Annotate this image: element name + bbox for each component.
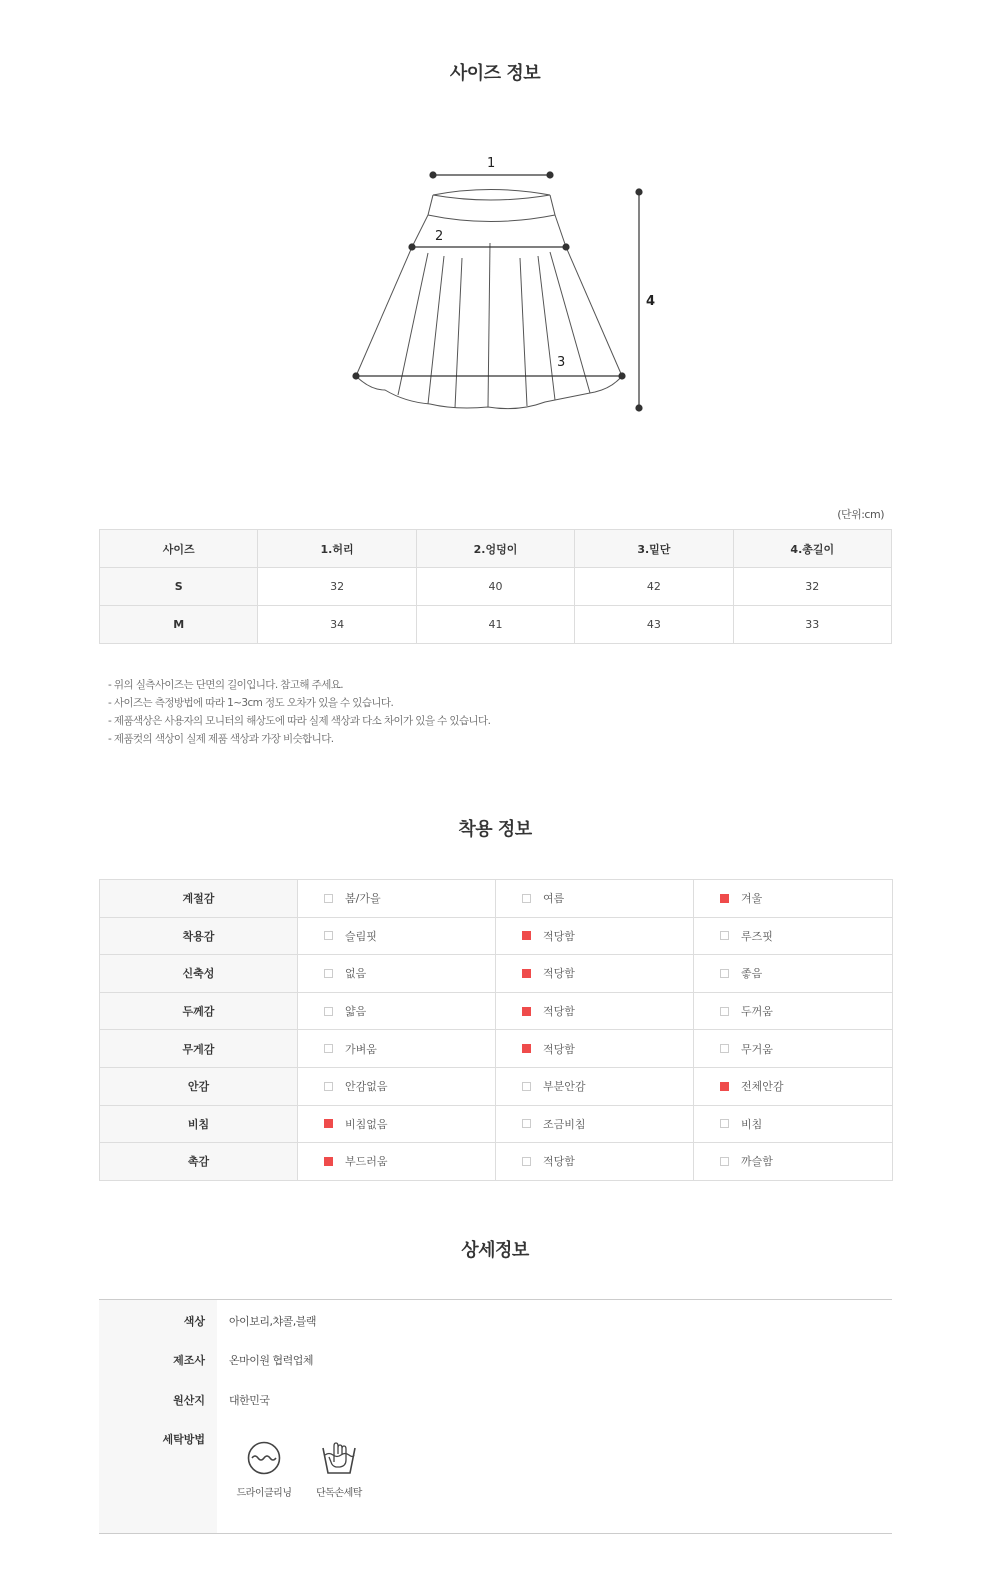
fit-row bbox=[100, 1067, 893, 1105]
fit-option bbox=[298, 1143, 496, 1181]
fit-row-label: 신축성 bbox=[100, 955, 298, 993]
fit-option-label: 겨울 bbox=[741, 892, 763, 906]
size-notes bbox=[108, 676, 490, 748]
maker-label: 제조사 bbox=[173, 1354, 205, 1367]
unchecked-box-icon bbox=[720, 1119, 729, 1128]
color-value: 아이보리,챠콜,블랙 bbox=[229, 1315, 317, 1328]
diagram-label-3: 3 bbox=[557, 355, 566, 370]
unchecked-box-icon bbox=[720, 931, 729, 940]
detail-row-origin bbox=[99, 1392, 892, 1412]
wash-method-dry-clean bbox=[229, 1440, 299, 1499]
fit-option bbox=[298, 880, 496, 918]
fit-option bbox=[694, 1030, 893, 1068]
fit-option bbox=[694, 880, 893, 918]
unchecked-box-icon bbox=[522, 894, 531, 903]
fit-option bbox=[298, 1105, 496, 1143]
fit-option-label: 여름 bbox=[543, 892, 565, 906]
fit-option-label: 부분안감 bbox=[543, 1080, 586, 1094]
fit-row-label: 두께감 bbox=[100, 992, 298, 1030]
fit-option bbox=[496, 1105, 694, 1143]
fit-option bbox=[496, 955, 694, 993]
note-item: - 제품컷의 색상이 실제 제품 색상과 가장 비슷합니다. bbox=[108, 733, 334, 745]
fit-row-label: 착용감 bbox=[100, 917, 298, 955]
fit-option bbox=[694, 1067, 893, 1105]
fit-row bbox=[100, 1030, 893, 1068]
checked-box-icon bbox=[522, 931, 531, 940]
value-cell: 43 bbox=[575, 606, 733, 644]
fit-option-label: 봄/가을 bbox=[345, 892, 381, 906]
value-cell: 40 bbox=[416, 568, 574, 606]
fit-option bbox=[298, 955, 496, 993]
unchecked-box-icon bbox=[522, 1082, 531, 1091]
fit-option-label: 적당함 bbox=[543, 967, 575, 981]
detail-label-column bbox=[99, 1300, 217, 1533]
fit-option-label: 루즈핏 bbox=[741, 929, 773, 943]
checked-box-icon bbox=[522, 1007, 531, 1016]
value-cell: 34 bbox=[258, 606, 416, 644]
fit-option-label: 비침없음 bbox=[345, 1117, 388, 1131]
fit-option-label: 부드러움 bbox=[345, 1155, 388, 1169]
checked-box-icon bbox=[720, 894, 729, 903]
wash-method-hand-wash bbox=[304, 1440, 374, 1499]
detail-row-wash bbox=[99, 1431, 892, 1451]
wash-label: 세탁방법 bbox=[162, 1433, 205, 1446]
unchecked-box-icon bbox=[720, 1044, 729, 1053]
header-cell: 3.밑단 bbox=[575, 530, 733, 568]
fit-option bbox=[298, 1067, 496, 1105]
fit-info-title: 착용 정보 bbox=[458, 819, 532, 840]
size-table-header bbox=[100, 530, 892, 568]
header-cell: 1.허리 bbox=[258, 530, 416, 568]
fit-option-label: 조금비침 bbox=[543, 1117, 586, 1131]
fit-option-label: 슬림핏 bbox=[345, 929, 377, 943]
unchecked-box-icon bbox=[522, 1119, 531, 1128]
table-row bbox=[100, 568, 892, 606]
fit-option-label: 가벼움 bbox=[345, 1042, 377, 1056]
checked-box-icon bbox=[522, 969, 531, 978]
checked-box-icon bbox=[720, 1082, 729, 1091]
checked-box-icon bbox=[522, 1044, 531, 1053]
size-info-title: 사이즈 정보 bbox=[449, 63, 541, 84]
diagram-label-1: 1 bbox=[487, 156, 496, 171]
origin-label: 원산지 bbox=[173, 1394, 205, 1407]
fit-option bbox=[496, 992, 694, 1030]
detail-info-panel bbox=[99, 1299, 892, 1534]
checked-box-icon bbox=[324, 1157, 333, 1166]
value-cell: 42 bbox=[575, 568, 733, 606]
unchecked-box-icon bbox=[324, 894, 333, 903]
unit-label: (단위:cm) bbox=[837, 508, 884, 521]
fit-row bbox=[100, 992, 893, 1030]
maker-value: 온마이원 협력업체 bbox=[229, 1354, 314, 1367]
fit-option bbox=[298, 1030, 496, 1068]
fit-option-label: 두꺼움 bbox=[741, 1005, 773, 1019]
skirt-measurement-diagram bbox=[340, 150, 670, 430]
wash-method-label: 단독손세탁 bbox=[316, 1488, 362, 1499]
value-cell: 32 bbox=[733, 568, 891, 606]
unchecked-box-icon bbox=[324, 1007, 333, 1016]
fit-option bbox=[694, 1143, 893, 1181]
checked-box-icon bbox=[324, 1119, 333, 1128]
header-cell: 2.엉덩이 bbox=[416, 530, 574, 568]
fit-option bbox=[694, 917, 893, 955]
fit-row-label: 계절감 bbox=[100, 880, 298, 918]
fit-option bbox=[496, 1067, 694, 1105]
fit-option-label: 좋음 bbox=[741, 967, 763, 981]
fit-option bbox=[694, 1105, 893, 1143]
fit-row bbox=[100, 880, 893, 918]
note-item: - 위의 실측사이즈는 단면의 길이입니다. 참고해 주세요. bbox=[108, 679, 344, 691]
unchecked-box-icon bbox=[324, 969, 333, 978]
origin-value: 대한민국 bbox=[229, 1394, 270, 1407]
fit-option-label: 비침 bbox=[741, 1117, 763, 1131]
fit-option-label: 적당함 bbox=[543, 1005, 575, 1019]
fit-row-label: 비침 bbox=[100, 1105, 298, 1143]
fit-option bbox=[298, 992, 496, 1030]
unchecked-box-icon bbox=[324, 1082, 333, 1091]
fit-row bbox=[100, 917, 893, 955]
size-table bbox=[99, 529, 892, 644]
fit-option-label: 무거움 bbox=[741, 1042, 773, 1056]
fit-row bbox=[100, 1143, 893, 1181]
fit-option bbox=[496, 917, 694, 955]
detail-row-color bbox=[99, 1313, 892, 1333]
diagram-label-2: 2 bbox=[435, 229, 444, 244]
detail-row-maker bbox=[99, 1352, 892, 1372]
color-label: 색상 bbox=[183, 1315, 205, 1328]
unchecked-box-icon bbox=[324, 1044, 333, 1053]
fit-option bbox=[496, 1143, 694, 1181]
diagram-label-4: 4 bbox=[646, 294, 656, 309]
header-cell: 4.총길이 bbox=[733, 530, 891, 568]
fit-option bbox=[298, 917, 496, 955]
fit-option bbox=[496, 880, 694, 918]
value-cell: 32 bbox=[258, 568, 416, 606]
dry-clean-icon bbox=[246, 1440, 282, 1476]
note-item: - 제품색상은 사용자의 모니터의 해상도에 따라 실제 색상과 다소 차이가 있을 수 있습니다. bbox=[108, 715, 491, 727]
header-cell: 사이즈 bbox=[100, 530, 258, 568]
unchecked-box-icon bbox=[720, 1007, 729, 1016]
unchecked-box-icon bbox=[720, 969, 729, 978]
detail-info-title: 상세정보 bbox=[461, 1240, 529, 1261]
fit-row-label: 촉감 bbox=[100, 1143, 298, 1181]
fit-option bbox=[694, 955, 893, 993]
fit-option-label: 까슬함 bbox=[741, 1155, 773, 1169]
wash-method-label: 드라이클리닝 bbox=[236, 1488, 292, 1499]
hand-wash-icon bbox=[320, 1440, 358, 1476]
size-cell: S bbox=[100, 568, 258, 606]
fit-row-label: 무게감 bbox=[100, 1030, 298, 1068]
fit-option-label: 적당함 bbox=[543, 929, 575, 943]
unchecked-box-icon bbox=[720, 1157, 729, 1166]
fit-info-table bbox=[99, 879, 893, 1181]
note-item: - 사이즈는 측정방법에 따라 1~3cm 정도 오차가 있을 수 있습니다. bbox=[108, 697, 394, 709]
fit-option-label: 안감없음 bbox=[345, 1080, 388, 1094]
fit-option-label: 적당함 bbox=[543, 1155, 575, 1169]
fit-option-label: 없음 bbox=[345, 967, 367, 981]
fit-row bbox=[100, 955, 893, 993]
value-cell: 41 bbox=[416, 606, 574, 644]
fit-option bbox=[496, 1030, 694, 1068]
table-row bbox=[100, 606, 892, 644]
value-cell: 33 bbox=[733, 606, 891, 644]
fit-option-label: 전체안감 bbox=[741, 1080, 784, 1094]
fit-option-label: 얇음 bbox=[345, 1005, 367, 1019]
fit-row bbox=[100, 1105, 893, 1143]
unchecked-box-icon bbox=[522, 1157, 531, 1166]
size-cell: M bbox=[100, 606, 258, 644]
unchecked-box-icon bbox=[324, 931, 333, 940]
fit-row-label: 안감 bbox=[100, 1067, 298, 1105]
fit-option bbox=[694, 992, 893, 1030]
fit-option-label: 적당함 bbox=[543, 1042, 575, 1056]
